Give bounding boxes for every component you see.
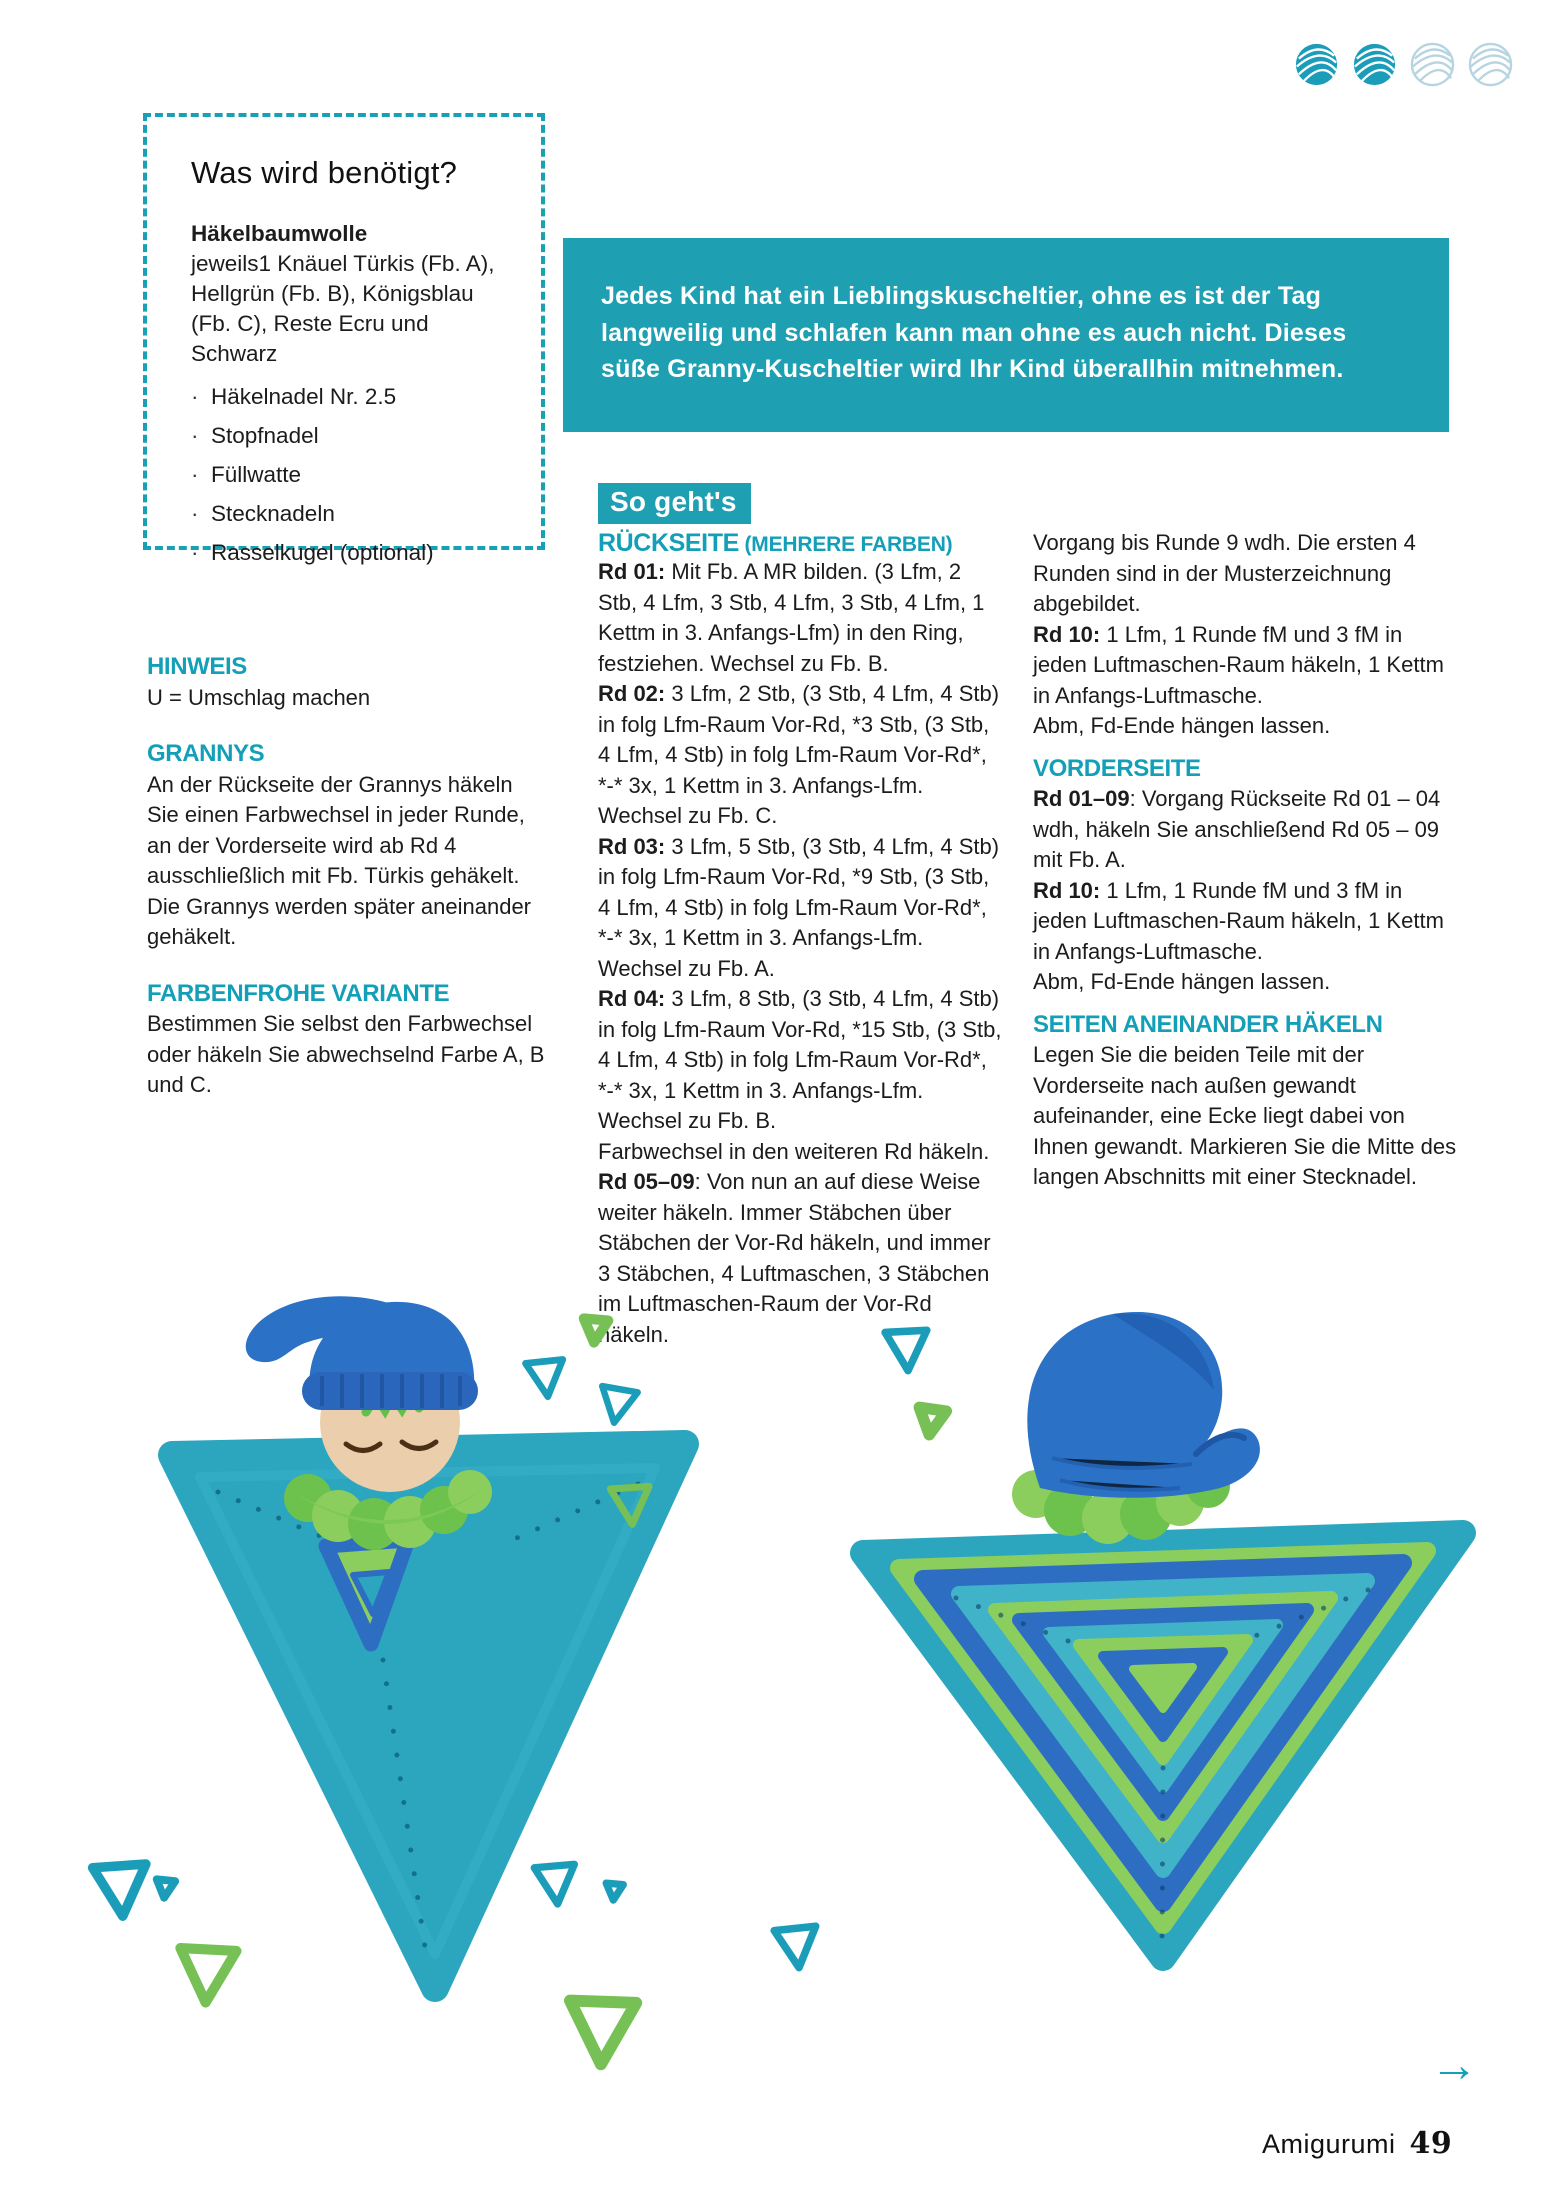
banner-line: süße Granny-Kuscheltier wird Ihr Kind überallhin mitnehmen. xyxy=(601,355,1344,383)
round-label: Rd 03: xyxy=(598,833,666,859)
list-item: · Rasselkugel (optional) xyxy=(191,533,515,572)
triangle-outline-icon xyxy=(577,1313,614,1350)
left-column xyxy=(147,652,547,1101)
arrow-right-icon: → xyxy=(1430,2039,1478,2092)
hinweis-text: U = Umschlag machen xyxy=(147,684,371,710)
round-label: Rd 01: xyxy=(598,559,666,584)
triangle-outline-icon xyxy=(517,1349,574,1408)
page-footer xyxy=(1262,2126,1452,2161)
triangle-outline-icon xyxy=(166,1934,248,2018)
round-label: Rd 01–09 xyxy=(1033,786,1130,811)
round-label: Rd 04: xyxy=(598,986,666,1011)
bullet-icon: · xyxy=(191,462,199,487)
variante-text: Bestimmen Sie selbst den Farbwechsel oder häkeln Sie abwechselnd Farbe A, B und C. xyxy=(147,1011,545,1097)
seiten-heading: SEITEN ANEINANDER HÄKELN xyxy=(1033,1010,1383,1038)
triangle-outline-icon xyxy=(526,1854,587,1917)
hinweis-heading: HINWEIS xyxy=(147,653,247,680)
right-column xyxy=(1033,528,1457,1193)
round-paragraph: Rd 01: Mit Fb. A MR bilden. (3 Lfm, 2 Stb, 4 Lfm, 3 Stb, 4 Lfm, 3 Stb, 4 Lfm, 1 Kettm in 3. Anfangs-Lfm) in den Ring, festziehen. Wechsel zu Fb. B. xyxy=(598,559,985,676)
triangle-outline-icon xyxy=(588,1376,646,1436)
bullet-icon: · xyxy=(191,423,199,448)
variante-heading: FARBENFROHE VARIANTE xyxy=(147,979,450,1007)
seiten-text: Legen Sie die beiden Teile mit der Vorderseite nach außen gewandt aufeinander, eine Ecke liegt dabei von Ihnen gewandt. Markieren Sie die Mitte des langen Abschnitts mit einer Stecknadel. xyxy=(1033,1042,1457,1189)
triangle-outline-icon xyxy=(601,1879,627,1905)
bullet-icon: · xyxy=(191,540,199,565)
step-badge: So geht's xyxy=(598,483,751,524)
materials-subtitle: Häkelbaumwolle xyxy=(191,221,368,246)
list-item: · Stecknadeln xyxy=(191,494,515,533)
middle-column xyxy=(598,557,1006,1350)
round-paragraph: Rd 10: 1 Lfm, 1 Runde fM und 3 fM in jeden Luftmaschen-Raum häkeln, 1 Kettm in Anfangs-Luftmasche. xyxy=(1033,877,1444,964)
rueckseite-heading: RÜCKSEITE (MEHRERE FARBEN) xyxy=(598,529,953,557)
banner-line: Jedes Kind hat ein Lieblingskuscheltier, ohne es ist der Tag xyxy=(601,282,1322,310)
materials-title: Was wird benötigt? xyxy=(191,155,458,190)
banner-line: langweilig und schlafen kann man ohne es auch nicht. Dieses xyxy=(601,318,1347,347)
grannys-heading: GRANNYS xyxy=(147,740,265,767)
triangle-outline-icon xyxy=(876,1319,937,1384)
triangle-outline-icon xyxy=(909,1400,952,1445)
round-paragraph: Rd 10: 1 Lfm, 1 Runde fM und 3 fM in jeden Luftmaschen-Raum häkeln, 1 Kettm in Anfangs-Luftmasche. xyxy=(1033,621,1444,708)
round-paragraph: Abm, Fd-Ende hängen lassen. xyxy=(1033,713,1331,738)
bullet-icon: · xyxy=(191,384,199,409)
yarn-ball-icon xyxy=(1350,40,1399,89)
round-label: Rd 10: xyxy=(1033,877,1101,903)
triangle-outline-icon xyxy=(554,1984,649,2081)
yarn-ball-icon xyxy=(1466,40,1515,89)
materials-intro: jeweils1 Knäuel Türkis (Fb. A), Hellgrün (Fb. B), Königsblau (Fb. C), Reste Ecru und Schwarz xyxy=(191,251,495,366)
round-paragraph: Rd 04: 3 Lfm, 8 Stb, (3 Stb, 4 Lfm, 4 Stb) in folg Lfm-Raum Vor-Rd, *15 Stb, (3 Stb, 4 Lfm, 4 Stb) in folg Lfm-Raum Vor-Rd*, *-* 3x, 1 Kettm in 3. Anfangs-Lfm. Wechsel zu Fb. B. xyxy=(598,986,1002,1133)
round-paragraph: Rd 01–09: Vorgang Rückseite Rd 01 – 04 wdh, häkeln Sie anschließend Rd 05 – 09 mit Fb. A. xyxy=(1033,786,1441,872)
yarn-ball-icon xyxy=(1292,40,1341,89)
round-label: Rd 10: xyxy=(1033,621,1101,647)
materials-list xyxy=(191,377,515,572)
round-paragraph: Abm, Fd-Ende hängen lassen. xyxy=(1033,969,1331,994)
grannys-text: An der Rückseite der Grannys häkeln Sie einen Farbwechsel in jeder Runde, an der Vorderseite wird ab Rd 4 ausschließlich mit Fb. Türkis gehäkelt. Die Grannys werden später aneinander gehäkelt. xyxy=(147,771,532,949)
cuddle-toy-back-illustration xyxy=(828,1298,1482,1974)
triangle-outline-icon xyxy=(81,1850,160,1933)
difficulty-rating xyxy=(1292,40,1515,89)
list-item: · Häkelnadel Nr. 2.5 xyxy=(191,377,515,416)
materials-box xyxy=(143,113,545,565)
page-number: 49 xyxy=(1409,2126,1453,2161)
round-paragraph: Vorgang bis Runde 9 wdh. Die ersten 4 Runden sind in der Musterzeichnung abgebildet. xyxy=(1033,530,1416,616)
vorderseite-heading: VORDERSEITE xyxy=(1033,754,1201,782)
triangle-outline-icon xyxy=(765,1915,829,1981)
yarn-ball-icon xyxy=(1408,40,1457,89)
round-paragraph: Rd 05–09: Von nun an auf diese Weise weiter häkeln. Immer Stäbchen über Stäbchen der Vor-Rd häkeln, und immer 3 Stäbchen, 4 Luftmaschen, 3 Stäbchen im Luftmaschen-Raum der Vor-Rd häkeln. xyxy=(598,1169,991,1347)
intro-banner xyxy=(563,238,1449,432)
round-label: Rd 02: xyxy=(598,681,666,706)
round-paragraph: Rd 03: 3 Lfm, 5 Stb, (3 Stb, 4 Lfm, 4 Stb) in folg Lfm-Raum Vor-Rd, *9 Stb, (3 Stb, 4 Lfm, 4 Stb) in folg Lfm-Raum Vor-Rd*, *-* 3x, 1 Kettm in 3. Anfangs-Lfm. Wechsel zu Fb. A. xyxy=(598,833,1000,981)
triangle-outline-icon xyxy=(151,1875,180,1904)
round-label: Rd 05–09 xyxy=(598,1169,695,1194)
list-item: · Füllwatte xyxy=(191,455,515,494)
list-item: · Stopfnadel xyxy=(191,416,515,455)
round-paragraph: Rd 02: 3 Lfm, 2 Stb, (3 Stb, 4 Lfm, 4 Stb) in folg Lfm-Raum Vor-Rd, *3 Stb, (3 Stb, 4 Lfm, 4 Stb) in folg Lfm-Raum Vor-Rd*, *-* 3x, 1 Kettm in 3. Anfangs-Lfm. Wechsel zu Fb. C. xyxy=(598,681,1000,828)
round-paragraph: Farbwechsel in den weiteren Rd häkeln. xyxy=(598,1138,990,1164)
triangle-outline-icon xyxy=(602,1476,660,1536)
magazine-title: Amigurumi xyxy=(1262,2129,1396,2159)
bullet-icon: · xyxy=(191,501,199,526)
